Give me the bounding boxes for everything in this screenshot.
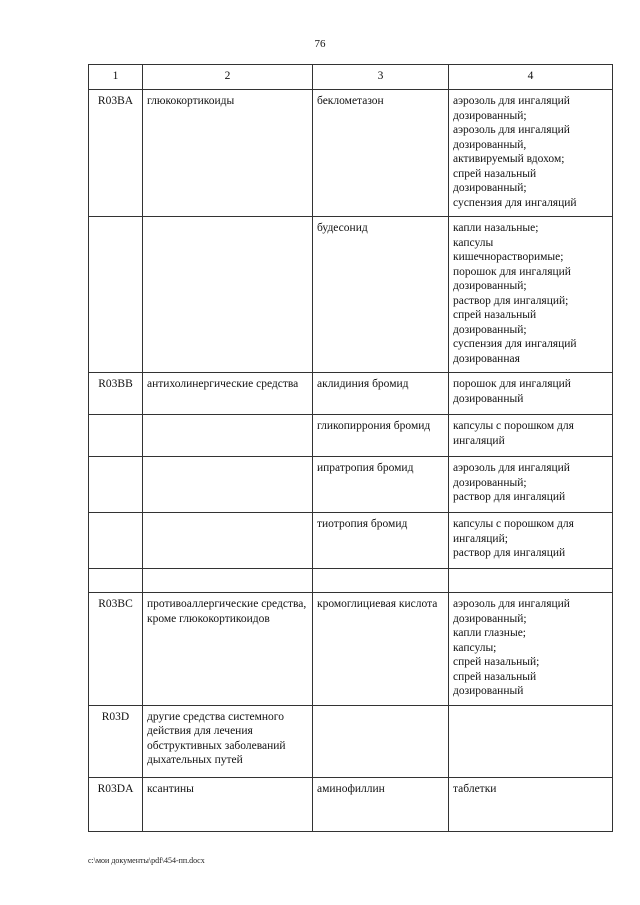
dosage-forms xyxy=(449,217,613,373)
dosage-form-line: дозированный; xyxy=(453,323,527,336)
dosage-form-line: спрей назальный xyxy=(453,309,537,321)
table-row xyxy=(89,593,613,706)
group-name: глюкокортикоиды xyxy=(143,90,313,217)
dosage-form-line: порошок для ингаляций xyxy=(453,265,571,278)
dosage-form-line: активируемый вдохом; xyxy=(453,153,565,165)
dosage-forms xyxy=(449,415,613,457)
dosage-form-line: капсулы с порошком для xyxy=(453,518,574,530)
file-path-footer: c:\мои документы\pdf\454-пп.docx xyxy=(88,856,205,865)
dosage-form-line: раствор для ингаляций xyxy=(453,547,566,559)
table-row xyxy=(89,513,613,569)
atc-code: R03BB xyxy=(89,373,143,415)
page-number: 76 xyxy=(314,38,326,50)
dosage-forms xyxy=(449,705,613,777)
atc-code: R03D xyxy=(89,705,143,777)
header-cell: 3 xyxy=(313,65,449,90)
dosage-form-line: капли глазные; xyxy=(453,627,526,639)
dosage-form-line: ингаляций xyxy=(453,434,505,447)
dosage-forms xyxy=(449,90,613,217)
dosage-forms xyxy=(449,569,613,593)
drug-name: аклидиния бромид xyxy=(313,373,449,415)
drug-name: гликопиррония бромид xyxy=(313,415,449,457)
group-name xyxy=(143,513,313,569)
dosage-form-line: спрей назальный xyxy=(453,167,537,180)
table-row xyxy=(89,415,613,457)
dosage-form-line: спрей назальный; xyxy=(453,656,540,668)
dosage-forms xyxy=(449,593,613,706)
dosage-form-line: аэрозоль для ингаляций xyxy=(453,95,570,107)
dosage-form-line: аэрозоль для ингаляций xyxy=(453,598,570,610)
dosage-forms xyxy=(449,513,613,569)
table-row xyxy=(89,90,613,217)
atc-code xyxy=(89,569,143,593)
table-header-row xyxy=(89,65,613,90)
drug-name xyxy=(313,705,449,777)
group-name xyxy=(143,415,313,457)
drug-name xyxy=(313,569,449,593)
dosage-form-line: капсулы; xyxy=(453,641,497,654)
header-cell: 2 xyxy=(143,65,313,90)
dosage-form-line: дозированный; xyxy=(453,612,527,625)
dosage-form-line: дозированный xyxy=(453,685,524,697)
drug-table xyxy=(88,64,613,832)
dosage-forms xyxy=(449,777,613,831)
dosage-form-line: капсулы xyxy=(453,236,494,249)
dosage-form-line: дозированный xyxy=(453,392,524,405)
dosage-form-line: дозированный; xyxy=(453,280,527,292)
atc-code xyxy=(89,457,143,513)
dosage-form-line: дозированный; xyxy=(453,182,527,194)
table-row xyxy=(89,457,613,513)
group-name: антихолинергические средства xyxy=(143,373,313,415)
group-name: ксантины xyxy=(143,777,313,831)
atc-code: R03DA xyxy=(89,777,143,831)
dosage-form-line: аэрозоль для ингаляций xyxy=(453,124,570,136)
dosage-form-line: раствор для ингаляций xyxy=(453,491,566,503)
atc-code xyxy=(89,217,143,373)
group-name xyxy=(143,457,313,513)
dosage-form-line: суспензия для ингаляций xyxy=(453,196,577,209)
atc-code xyxy=(89,415,143,457)
dosage-form-line: таблетки xyxy=(453,782,497,795)
group-name xyxy=(143,217,313,373)
dosage-form-line: аэрозоль для ингаляций xyxy=(453,462,570,474)
dosage-form-line: раствор для ингаляций; xyxy=(453,294,569,307)
dosage-forms xyxy=(449,373,613,415)
dosage-form-line: капсулы с порошком для xyxy=(453,420,574,432)
table-row xyxy=(89,705,613,777)
table-row xyxy=(89,373,613,415)
dosage-form-line: спрей назальный xyxy=(453,670,537,683)
drug-name: тиотропия бромид xyxy=(313,513,449,569)
table-row xyxy=(89,569,613,593)
group-name: противоаллергические средства, кроме глюкокортикоидов xyxy=(143,593,313,706)
table-row xyxy=(89,217,613,373)
dosage-form-line: дозированная xyxy=(453,352,520,365)
drug-name: кромоглициевая кислота xyxy=(313,593,449,706)
atc-code: R03BC xyxy=(89,593,143,706)
dosage-form-line: ингаляций; xyxy=(453,532,508,545)
dosage-form-line: дозированный, xyxy=(453,138,527,151)
group-name xyxy=(143,569,313,593)
table-row xyxy=(89,777,613,831)
dosage-form-line: порошок для ингаляций xyxy=(453,378,571,390)
drug-name: будесонид xyxy=(313,217,449,373)
group-name: другие средства системного действия для лечения обструктивных заболеваний дыхательных путей xyxy=(143,705,313,777)
drug-name: аминофиллин xyxy=(313,777,449,831)
header-cell: 4 xyxy=(449,65,613,90)
dosage-form-line: дозированный; xyxy=(453,109,527,122)
atc-code xyxy=(89,513,143,569)
dosage-form-line: суспензия для ингаляций xyxy=(453,338,577,350)
atc-code: R03BA xyxy=(89,90,143,217)
dosage-form-line: капли назальные; xyxy=(453,222,539,234)
drug-name: беклометазон xyxy=(313,90,449,217)
drug-name: ипратропия бромид xyxy=(313,457,449,513)
dosage-form-line: дозированный; xyxy=(453,476,527,489)
dosage-forms xyxy=(449,457,613,513)
dosage-form-line: кишечнорастворимые; xyxy=(453,251,564,263)
header-cell: 1 xyxy=(89,65,143,90)
